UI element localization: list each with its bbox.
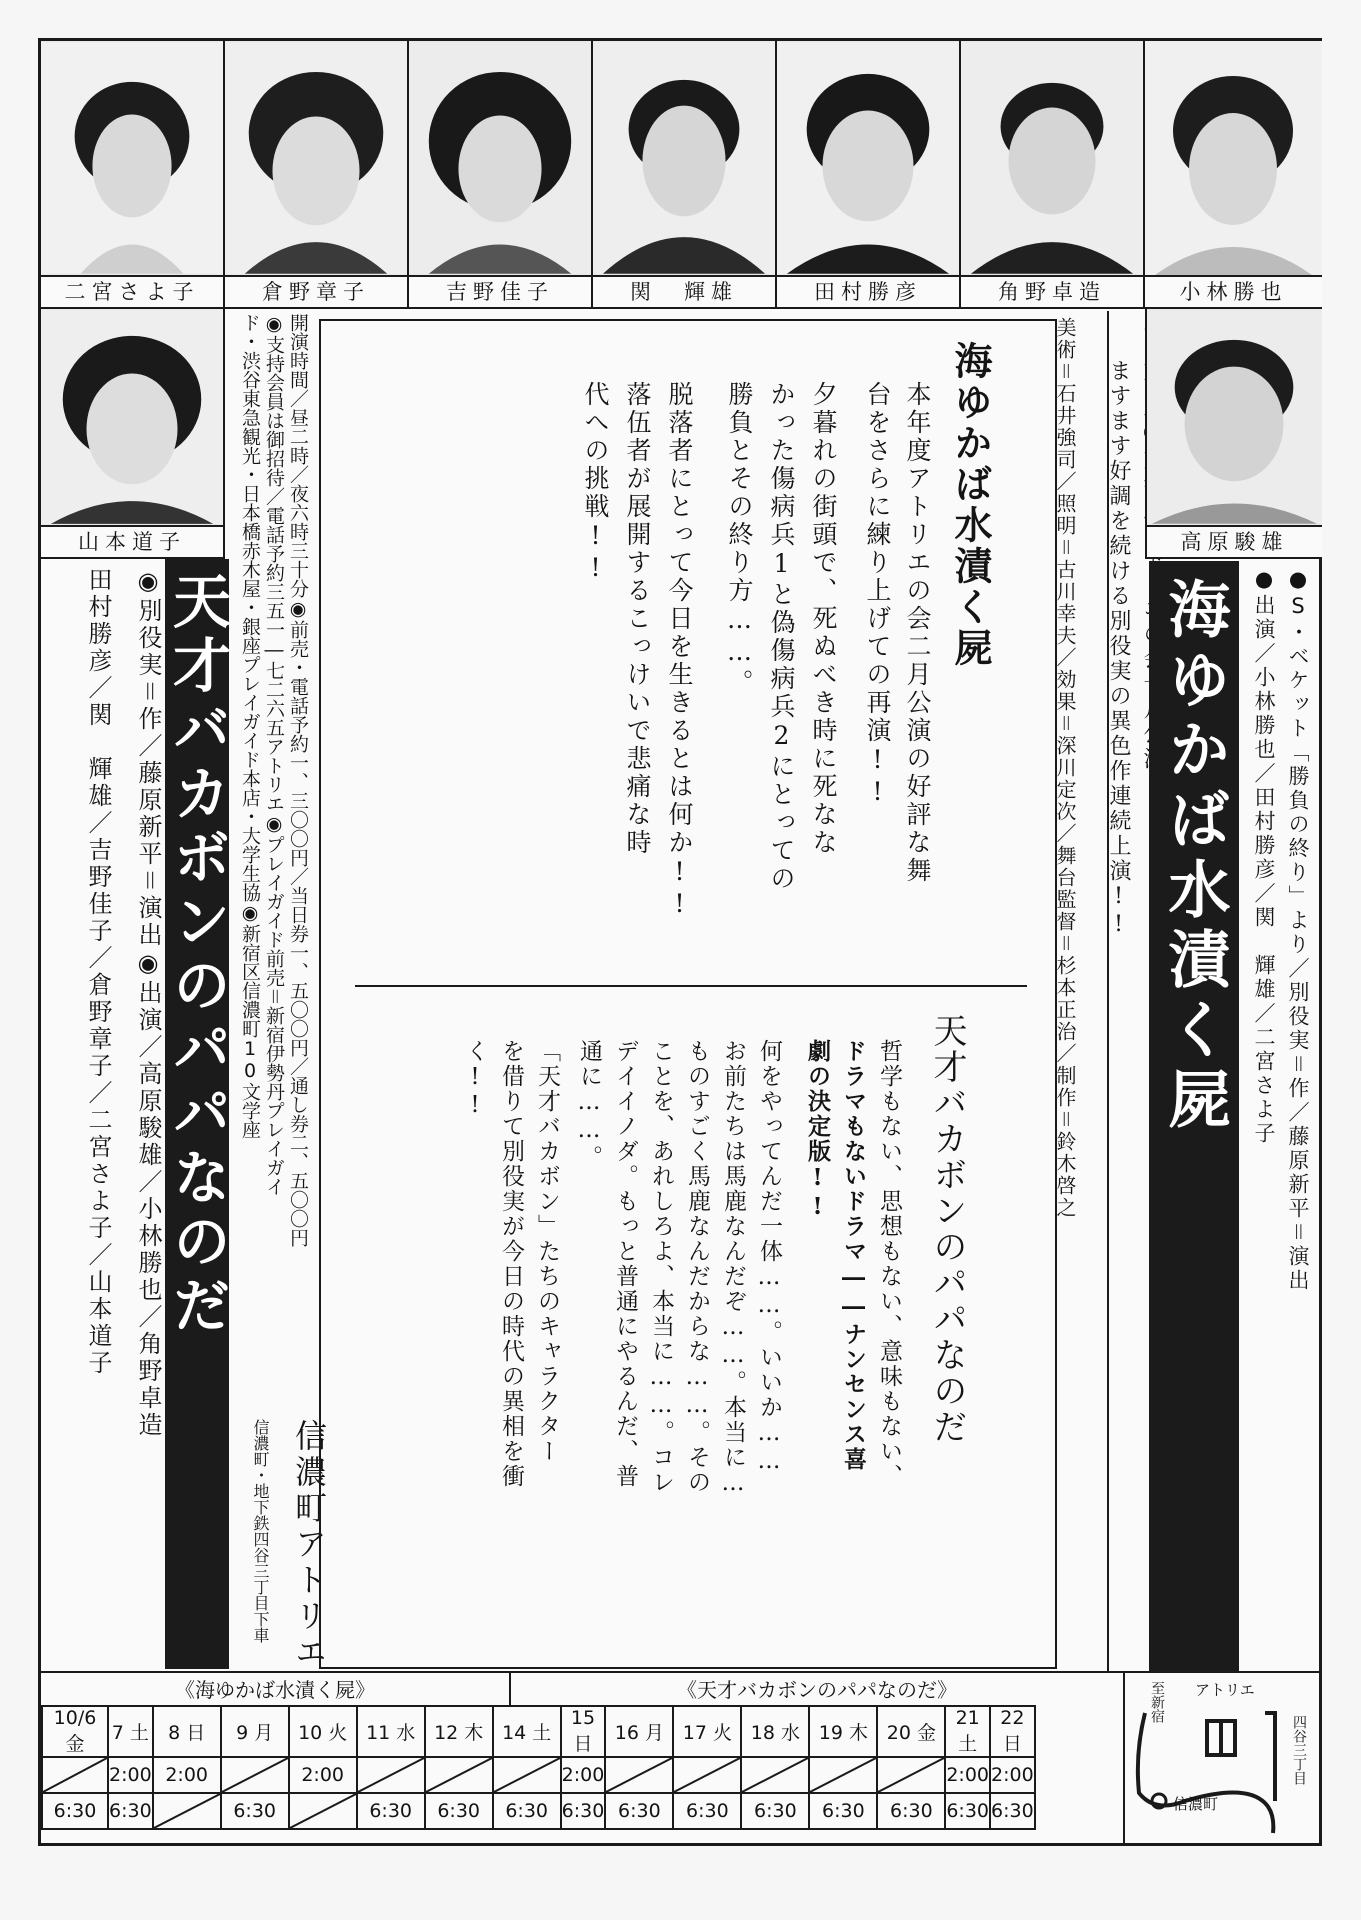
schedule-mat-cell: 2:00 bbox=[108, 1757, 153, 1793]
schedule-date-cell: 11 水 bbox=[357, 1706, 425, 1757]
center-bottom-title: 天才バカボンのパパなのだ bbox=[927, 1013, 967, 1445]
left-info-3: ド・渋谷東急観光・日本橋赤木屋・銀座プレイガイド本店・大学生協◉新宿区信濃町10文学座 bbox=[239, 313, 261, 1139]
schedule-mat-cell bbox=[221, 1757, 289, 1793]
schedule-mat-cell: 2:00 bbox=[561, 1757, 606, 1793]
schedule-eve-cell: 6:30 bbox=[877, 1793, 945, 1829]
center-top-p2-l3: 勝負とその終り方……。 bbox=[725, 381, 754, 697]
empty-slot-slash-icon bbox=[358, 1758, 424, 1792]
center-top-p2-l2: かった傷病兵1と偽傷病兵2にとっての bbox=[767, 381, 796, 893]
map-yotsuya: 四谷三丁目 bbox=[1291, 1715, 1307, 1785]
center-bottom-p1-l3: 劇の決定版!! bbox=[804, 1039, 831, 1222]
schedule-date-cell: 16 月 bbox=[605, 1706, 673, 1757]
cast-photo-3 bbox=[409, 41, 593, 275]
map-to-shinjuku: 至新宿 bbox=[1149, 1681, 1165, 1723]
empty-slot-slash-icon bbox=[878, 1758, 944, 1792]
schedule-mat-cell: 2:00 bbox=[945, 1757, 990, 1793]
center-bottom-p1-l1: 哲学もない、思想もない、意味もない、 bbox=[876, 1039, 902, 1489]
right-tagline: ますます好調を続ける別役実の異色作連続上演!! bbox=[1106, 359, 1131, 940]
center-top-p1-l2: 台をさらに練り上げての再演!! bbox=[863, 381, 892, 809]
schedule-eve-cell: 6:30 bbox=[990, 1793, 1035, 1829]
left-title-band bbox=[165, 559, 229, 1669]
cast-caption-left: 山本道子 bbox=[41, 525, 225, 559]
cast-caption-right: 高原駿雄 bbox=[1145, 525, 1322, 559]
schedule-eve-cell: 6:30 bbox=[741, 1793, 809, 1829]
center-top-p2-l1: 夕暮れの街頭で、死ぬべき時に死なな bbox=[809, 381, 838, 857]
center-bottom-p2-l6: 通に……。 bbox=[576, 1039, 602, 1170]
cast-photo-7 bbox=[1145, 41, 1322, 275]
empty-slot-slash-icon bbox=[222, 1758, 288, 1792]
schedule-row-evening bbox=[42, 1793, 1035, 1829]
schedule-eve-cell: 6:30 bbox=[673, 1793, 741, 1829]
center-top-p3-l2: 落伍者が展開するこっけいで悲痛な時 bbox=[623, 381, 652, 857]
schedule-mat-cell bbox=[877, 1757, 945, 1793]
left-info-2: ◉支持会員は御招待／電話予約三五一―七二六五アトリエ◉プレイガイド前売＝新宿伊勢丹プレイガイ bbox=[263, 313, 285, 1196]
empty-slot-slash-icon bbox=[674, 1758, 740, 1792]
right-title: 海ゆかば水漬く屍 bbox=[1158, 577, 1231, 1137]
cast-caption-7: 小林勝也 bbox=[1145, 275, 1322, 309]
access-map bbox=[1123, 1671, 1322, 1846]
empty-slot-slash-icon bbox=[290, 1794, 356, 1828]
schedule-eve-cell: 6:30 bbox=[945, 1793, 990, 1829]
schedule-date-cell: 20 金 bbox=[877, 1706, 945, 1757]
center-bottom-p3-l2: を借りて別役実が今日の時代の異相を衝 bbox=[498, 1039, 524, 1489]
schedule-eve-cell: 6:30 bbox=[221, 1793, 289, 1829]
center-divider bbox=[355, 985, 1027, 987]
schedule-eve-cell: 6:30 bbox=[108, 1793, 153, 1829]
right-title-band bbox=[1149, 561, 1239, 1671]
empty-slot-slash-icon bbox=[606, 1758, 672, 1792]
center-bottom-p3-l3: く!! bbox=[462, 1039, 488, 1120]
empty-slot-slash-icon bbox=[810, 1758, 876, 1792]
schedule-mat-cell bbox=[673, 1757, 741, 1793]
center-bottom-p2-l2: お前たちは馬鹿なんだぞ……。本当に… bbox=[720, 1039, 746, 1498]
flyer-sheet bbox=[38, 38, 1322, 1846]
center-top-p3-l1: 脱落者にとって今日を生きるとは何か!! bbox=[665, 381, 694, 921]
venue-access: 信濃町・地下鉄四谷三丁目下車 bbox=[251, 1419, 270, 1643]
schedule-mat-cell bbox=[605, 1757, 673, 1793]
cast-photo-left bbox=[41, 309, 225, 525]
schedule-date-cell: 9 月 bbox=[221, 1706, 289, 1757]
schedule-mat-cell bbox=[42, 1757, 108, 1793]
schedule-date-cell: 10/6 金 bbox=[42, 1706, 108, 1757]
empty-slot-slash-icon bbox=[43, 1758, 107, 1792]
center-top-p3-l3: 代への挑戦!! bbox=[581, 381, 610, 585]
map-station: 信濃町 bbox=[1173, 1795, 1219, 1813]
schedule-play1-label: 《海ゆかば水漬く屍》 bbox=[41, 1671, 511, 1705]
cast-caption-5: 田村勝彦 bbox=[777, 275, 961, 309]
right-credits-2: ●出演／小林勝也／田村勝彦／関 輝雄／二宮さよ子 bbox=[1252, 567, 1276, 1146]
cast-caption-1: 二宮さよ子 bbox=[41, 275, 225, 309]
schedule-eve-cell: 6:30 bbox=[605, 1793, 673, 1829]
left-credits-1: ◉別役実＝作／藤原新平＝演出◉出演／高原駿雄／小林勝也／角野卓造 bbox=[134, 567, 162, 1439]
cast-caption-4: 関 輝雄 bbox=[593, 275, 777, 309]
empty-slot-slash-icon bbox=[154, 1794, 220, 1828]
schedule-date-cell: 18 水 bbox=[741, 1706, 809, 1757]
cast-photo-right bbox=[1145, 309, 1322, 525]
cast-caption-3: 吉野佳子 bbox=[409, 275, 593, 309]
schedule-date-cell: 17 火 bbox=[673, 1706, 741, 1757]
schedule-mat-cell bbox=[809, 1757, 877, 1793]
center-top-title: 海ゆかば水漬く屍 bbox=[948, 341, 992, 669]
schedule-eve-cell: 6:30 bbox=[425, 1793, 493, 1829]
schedule-date-cell: 10 火 bbox=[289, 1706, 357, 1757]
schedule-date-cell: 15 日 bbox=[561, 1706, 606, 1757]
cast-caption-2: 倉野章子 bbox=[225, 275, 409, 309]
schedule-eve-cell: 6:30 bbox=[809, 1793, 877, 1829]
schedule-date-cell: 21 土 bbox=[945, 1706, 990, 1757]
schedule-mat-cell: 2:00 bbox=[990, 1757, 1035, 1793]
center-bottom-p2-l4: ことを、あれしろよ、本当に……。コレ bbox=[648, 1039, 674, 1495]
center-top-p1-l1: 本年度アトリエの会二月公演の好評な舞 bbox=[903, 381, 932, 885]
schedule-mat-cell: 2:00 bbox=[153, 1757, 221, 1793]
cast-photo-4 bbox=[593, 41, 777, 275]
schedule-date-cell: 12 木 bbox=[425, 1706, 493, 1757]
empty-slot-slash-icon bbox=[494, 1758, 560, 1792]
schedule-play2-label: 《天才バカボンのパパなのだ》 bbox=[511, 1671, 1123, 1705]
schedule-eve-cell bbox=[289, 1793, 357, 1829]
schedule-table bbox=[41, 1705, 1036, 1830]
venue-name: 信濃町アトリエ bbox=[290, 1419, 328, 1671]
empty-slot-slash-icon bbox=[426, 1758, 492, 1792]
schedule-date-cell: 7 土 bbox=[108, 1706, 153, 1757]
schedule-mat-cell bbox=[425, 1757, 493, 1793]
schedule-eve-cell: 6:30 bbox=[561, 1793, 606, 1829]
schedule-row-dates bbox=[42, 1706, 1035, 1757]
schedule-date-cell: 19 木 bbox=[809, 1706, 877, 1757]
schedule-mat-cell bbox=[493, 1757, 561, 1793]
staff-credits: 美術＝石井強司／照明＝古川幸夫／効果＝深川定次／舞台監督＝杉本正治／制作＝鈴木啓之 bbox=[1053, 317, 1077, 1219]
cast-photo-2 bbox=[225, 41, 409, 275]
schedule-eve-cell: 6:30 bbox=[42, 1793, 108, 1829]
center-bottom-p3-l1: 「天才バカボン」たちのキャラクター bbox=[534, 1039, 560, 1464]
right-credits-1: ●S・ベケット「勝負の終り」より／別役実＝作／藤原新平＝演出 bbox=[1286, 567, 1310, 1293]
schedule-eve-cell: 6:30 bbox=[493, 1793, 561, 1829]
cast-caption-6: 角野卓造 bbox=[961, 275, 1145, 309]
schedule-date-cell: 22 日 bbox=[990, 1706, 1035, 1757]
center-bottom-p2-l3: ものすごく馬鹿なんだからな……。その bbox=[684, 1039, 710, 1495]
center-bottom-p2-l1: 何をやってんだ一体……。いいか…… bbox=[756, 1039, 782, 1476]
center-bottom-p2-l5: デイイノダ。もっと普通にやるんだ、普 bbox=[612, 1039, 638, 1489]
left-title: 天才バカボンのパパなのだ bbox=[163, 571, 231, 1339]
schedule-eve-cell bbox=[153, 1793, 221, 1829]
schedule-date-cell: 14 土 bbox=[493, 1706, 561, 1757]
schedule-date-cell: 8 日 bbox=[153, 1706, 221, 1757]
left-credits-2: 田村勝彦／関 輝雄／吉野佳子／倉野章子／二宮さよ子／山本道子 bbox=[84, 567, 112, 1377]
map-atelier: アトリエ bbox=[1195, 1681, 1255, 1699]
schedule-mat-cell bbox=[357, 1757, 425, 1793]
cast-photo-5 bbox=[777, 41, 961, 275]
cast-photo-1 bbox=[41, 41, 225, 275]
schedule-mat-cell bbox=[741, 1757, 809, 1793]
schedule-row-matinee bbox=[42, 1757, 1035, 1793]
schedule-eve-cell: 6:30 bbox=[357, 1793, 425, 1829]
cast-photo-6 bbox=[961, 41, 1145, 275]
schedule-area bbox=[41, 1671, 1123, 1846]
left-info-1: 開演時間／昼二時／夜六時三十分◉前売・電話予約一、三〇〇円／当日券一、五〇〇円／通し券二、五〇〇円 bbox=[287, 313, 309, 1247]
empty-slot-slash-icon bbox=[742, 1758, 808, 1792]
center-bottom-p1-l2: ドラマもないドラマ――ナンセンス喜 bbox=[840, 1039, 867, 1472]
schedule-mat-cell: 2:00 bbox=[289, 1757, 357, 1793]
